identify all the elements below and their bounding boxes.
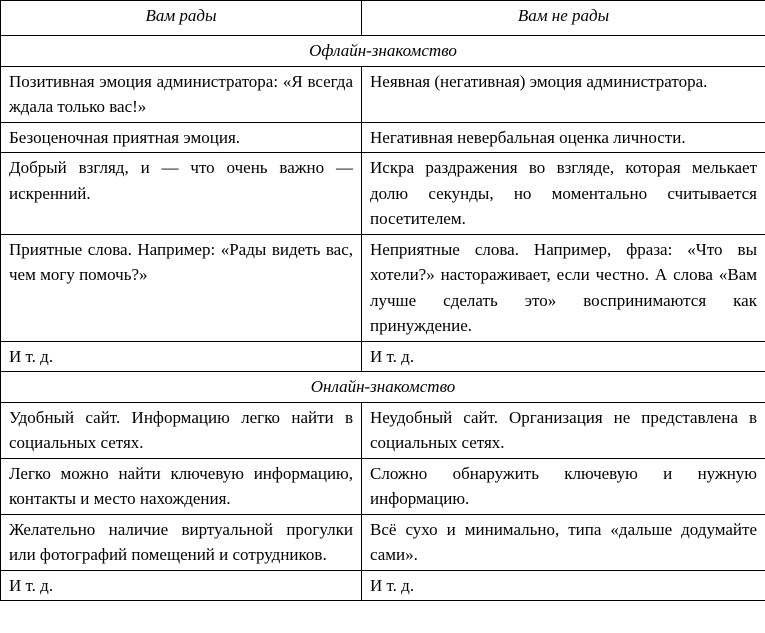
cell-welcome: И т. д. xyxy=(1,341,362,372)
table-row xyxy=(1,153,765,235)
cell-welcome: Приятные слова. Например: «Рады видеть вас, чем могу помочь?» xyxy=(1,234,362,341)
cell-unwelcome: Неприятные слова. Например, фраза: «Что вы хотели?» настораживает, если честно. А слова «Вам лучше сделать это» воспринимаются как принуждение. xyxy=(362,234,765,341)
table-row xyxy=(1,570,765,601)
table-row xyxy=(1,234,765,341)
cell-welcome: Безоценочная приятная эмоция. xyxy=(1,122,362,153)
cell-unwelcome: Негативная невербальная оценка личности. xyxy=(362,122,765,153)
cell-unwelcome: Неявная (негативная) эмоция администратора. xyxy=(362,66,765,122)
cell-unwelcome: И т. д. xyxy=(362,570,765,601)
header-row xyxy=(1,1,765,36)
cell-welcome: Желательно наличие виртуальной прогулки или фотографий помещений и сотрудников. xyxy=(1,514,362,570)
header-welcome: Вам рады xyxy=(1,1,362,36)
table-row xyxy=(1,341,765,372)
table-row xyxy=(1,514,765,570)
cell-unwelcome: И т. д. xyxy=(362,341,765,372)
table-row xyxy=(1,402,765,458)
cell-welcome: Удобный сайт. Информацию легко найти в социальных сетях. xyxy=(1,402,362,458)
header-unwelcome: Вам не рады xyxy=(362,1,765,36)
cell-welcome: Позитивная эмоция администратора: «Я всегда ждала только вас!» xyxy=(1,66,362,122)
table-row xyxy=(1,122,765,153)
cell-unwelcome: Искра раздражения во взгляде, которая мелькает долю секунды, но моментально считывается посетителем. xyxy=(362,153,765,235)
cell-unwelcome: Неудобный сайт. Организация не представлена в социальных сетях. xyxy=(362,402,765,458)
section-title-offline: Офлайн-знакомство xyxy=(1,36,765,67)
cell-welcome: Легко можно найти ключевую информацию, контакты и место нахождения. xyxy=(1,458,362,514)
section-title-online: Онлайн-знакомство xyxy=(1,372,765,403)
section-row-offline xyxy=(1,36,765,67)
table-row xyxy=(1,66,765,122)
cell-welcome: Добрый взгляд, и — что очень важно — искренний. xyxy=(1,153,362,235)
table-row xyxy=(1,458,765,514)
cell-unwelcome: Всё сухо и минимально, типа «дальше додумайте сами». xyxy=(362,514,765,570)
cell-welcome: И т. д. xyxy=(1,570,362,601)
section-row-online xyxy=(1,372,765,403)
cell-unwelcome: Сложно обнаружить ключевую и нужную информацию. xyxy=(362,458,765,514)
